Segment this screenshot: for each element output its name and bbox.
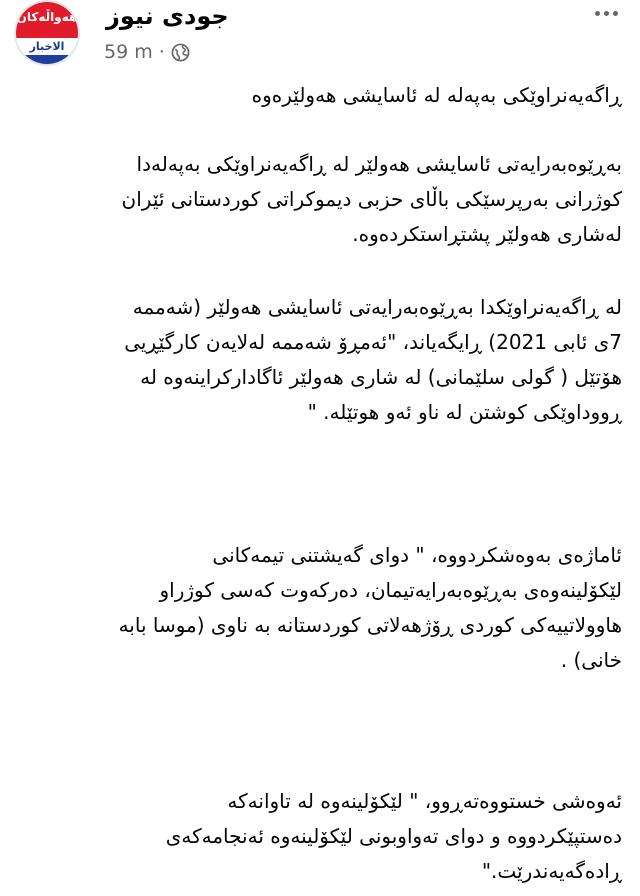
more-options-icon-dot bbox=[613, 11, 618, 16]
post-headline: ڕاگەیەنراوێکی بەپەلە لە ئاسایشی هەولێرەوە bbox=[251, 83, 622, 107]
page-avatar[interactable] bbox=[14, 0, 80, 66]
post-meta bbox=[104, 40, 190, 64]
more-options-icon bbox=[595, 11, 600, 16]
avatar-bottom-text: الاخبار bbox=[29, 40, 65, 53]
more-options-button[interactable] bbox=[588, 2, 624, 24]
avatar-top-text: هەواڵەکان bbox=[16, 10, 78, 24]
post-paragraph: ئاماژەی بەوەشکردووە، " دوای گەیشتنی تیمەکانی لێکۆلینەوەی بەڕێوەبەرایەتیمان، دەرکەوت کەسی کوژراو هاوولاتییەکی کوردی ڕۆژهەلاتی کوردستانە بە ناوی (موسا بابە خانی) . bbox=[118, 543, 622, 672]
page-name-link[interactable]: جودی نیوز bbox=[106, 2, 229, 30]
more-options-icon-dot bbox=[604, 11, 609, 16]
post-paragraph: بەڕێوەبەرایەتی ئاسایشی هەولێر لە ڕاگەیەنراوێکی بەپەلەدا کوژرانی بەرپرسێکی باڵای حزبی دیموکراتی کوردستانی ئێران لەشاری هەولێر پشتڕاستکردەوە. bbox=[121, 152, 622, 246]
post-header bbox=[0, 0, 640, 76]
globe-icon[interactable] bbox=[171, 43, 190, 62]
meta-separator: · bbox=[158, 41, 165, 63]
avatar-blue-band bbox=[16, 55, 78, 64]
post-timestamp[interactable]: 59 m bbox=[104, 41, 153, 63]
post-paragraph: ئەوەشی خستووەتەڕوو، " لێکۆلینەوە لە تاوانەکە دەستپێکردووە و دوای تەواوبونی لێکۆلینەوە ئەنجامەکەی ڕادەگەیەندرێت." bbox=[165, 789, 622, 883]
post-paragraph: لە ڕاگەیەنراوێکدا بەڕێوەبەرایەتی ئاسایشی هەولێر (شەممە 7ی ئابی 2021) ڕایگەیاند، "ئەمڕۆ شەممە لەلایەن کارگێڕیی هۆتێل ( گولی سلێمانی) لە شاری هەولێر ئاگادارکراینەوە لە ڕووداوێکی کوشتن لە ناو ئەو هوتێلە. " bbox=[124, 295, 622, 424]
